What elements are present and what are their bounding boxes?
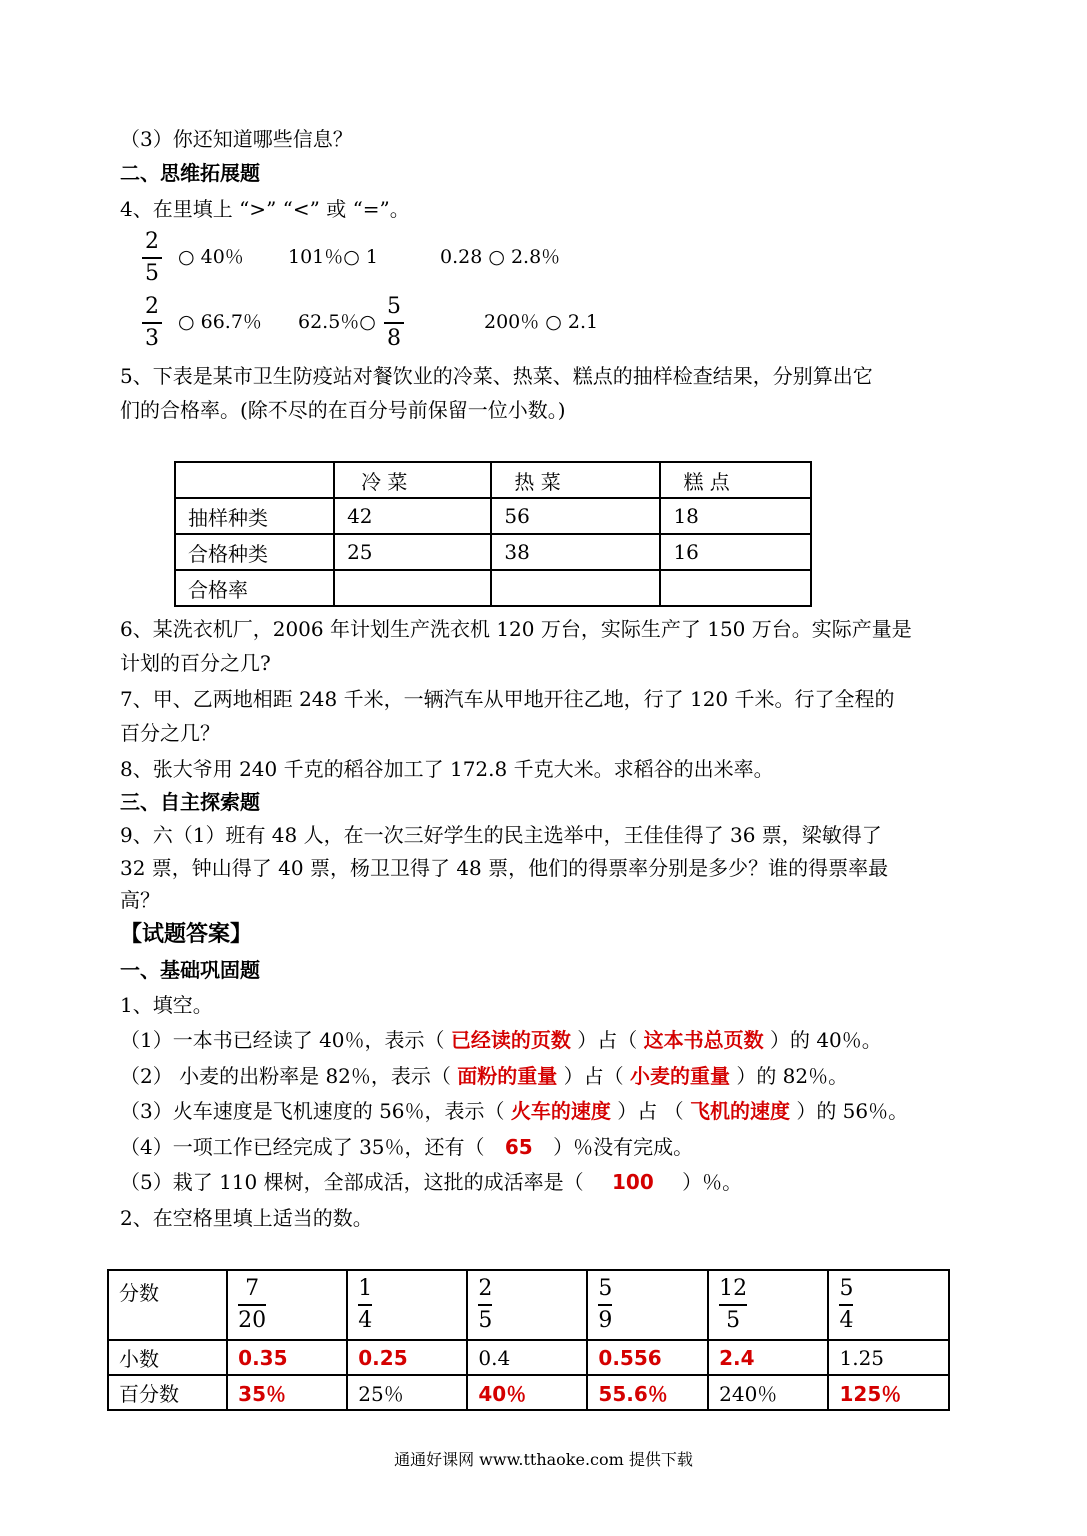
answer-5-post: ）％。 xyxy=(682,1170,743,1194)
table-cell: 16 xyxy=(660,534,811,570)
answer-4-post: ）％没有完成。 xyxy=(553,1135,694,1159)
question-3-line: （3）你还知道哪些信息？ xyxy=(120,127,353,151)
table-cell xyxy=(660,570,811,606)
table-cell: 25 xyxy=(334,534,491,570)
answer-1-post: ）的 40％。 xyxy=(769,1028,882,1052)
compare-row2-item1: ○ 66.7％ xyxy=(178,311,262,333)
table-cell: 合格种类 xyxy=(175,534,334,570)
answer-1-pre: （1）一本书已经读了 40％，表示（ xyxy=(120,1028,445,1052)
question-5-line1: 5、下表是某市卫生防疫站对餐饮业的冷菜、热菜、糕点的抽样检查结果，分别算出它 xyxy=(120,364,873,388)
table-cell: 合格率 xyxy=(175,570,334,606)
answer-2-post: ）的 82％。 xyxy=(736,1064,849,1088)
question-5-line2: 们的合格率。(除不尽的在百分号前保留一位小数。) xyxy=(120,398,566,422)
question-7-line1: 7、甲、乙两地相距 248 千米，一辆汽车从甲地开往乙地，行了 120 千米。行了全程的 xyxy=(120,687,895,711)
page-footer: 通通好课网 www.tthaoke.com 提供下载 xyxy=(394,1450,693,1469)
percent-cell: 240％ xyxy=(708,1375,828,1410)
answer-2-line xyxy=(120,1064,848,1088)
answer-1-line xyxy=(120,1028,882,1052)
table-row xyxy=(175,498,811,534)
answer-4-fill: 65 xyxy=(504,1135,533,1159)
answer-4-line xyxy=(120,1135,693,1159)
fraction-cell: $\frac{2}{5}$ xyxy=(467,1270,587,1340)
answer-2-fill-1: 面粉的重量 xyxy=(457,1064,558,1088)
answers-subtitle: 一、基础巩固题 xyxy=(120,958,260,982)
question-7-line2: 百分之几？ xyxy=(120,721,220,745)
table-header-cell xyxy=(175,462,334,498)
row-label: 分数 xyxy=(108,1270,227,1340)
table-row xyxy=(108,1270,949,1340)
answer-1-mid: ）占（ xyxy=(577,1028,638,1052)
percent-cell: 40％ xyxy=(467,1375,587,1410)
answer-5-line xyxy=(120,1170,742,1194)
answer-2-mid: ）占（ xyxy=(563,1064,624,1088)
compare-row1-item2: 101％○ 1 xyxy=(288,246,378,268)
table-row xyxy=(175,534,811,570)
answer-5-fill: 100 xyxy=(611,1170,654,1194)
fraction-2-3: 2 3 xyxy=(142,294,162,352)
table-cell: 38 xyxy=(491,534,660,570)
table-row xyxy=(108,1375,949,1410)
table-header-cell: 冷 菜 xyxy=(334,462,491,498)
table-cell: 抽样种类 xyxy=(175,498,334,534)
question-9-line2: 32 票，钟山得了 40 票，杨卫卫得了 48 票，他们的得票率分别是多少？谁的得票率最 xyxy=(120,856,889,880)
question-6-line1: 6、某洗衣机厂，2006 年计划生产洗衣机 120 万台，实际生产了 150 万台。实际产量是 xyxy=(120,617,912,641)
answer-3-pre: （3）火车速度是飞机速度的 56％，表示（ xyxy=(120,1099,505,1123)
answer-1-fill-1: 已经读的页数 xyxy=(450,1028,571,1052)
table-cell xyxy=(491,570,660,606)
table-header-cell: 糕 点 xyxy=(660,462,811,498)
question-8-line: 8、张大爷用 240 千克的稻谷加工了 172.8 千克大米。求稻谷的出米率。 xyxy=(120,757,774,781)
decimal-cell: 0.35 xyxy=(227,1340,347,1375)
answer-5-pre: （5）栽了 110 棵树，全部成活，这批的成活率是（ xyxy=(120,1170,584,1194)
decimal-cell: 0.25 xyxy=(347,1340,467,1375)
table-row xyxy=(108,1340,949,1375)
fraction-cell: $\frac{5}{4}$ xyxy=(828,1270,949,1340)
answer-3-post: ）的 56％。 xyxy=(796,1099,909,1123)
section-2-title: 二、思维拓展题 xyxy=(120,161,260,185)
fraction-cell: $\frac{5}{9}$ xyxy=(587,1270,708,1340)
decimal-cell: 0.556 xyxy=(587,1340,708,1375)
percent-cell: 35％ xyxy=(227,1375,347,1410)
table-row xyxy=(175,570,811,606)
compare-row1-item3: 0.28 ○ 2.8％ xyxy=(440,246,561,268)
table-cell xyxy=(334,570,491,606)
answer-2-fill-2: 小麦的重量 xyxy=(629,1064,730,1088)
answer-3-fill-2: 飞机的速度 xyxy=(689,1099,790,1123)
answer-2-pre: （2） 小麦的出粉率是 82％，表示（ xyxy=(120,1064,451,1088)
question-9-line1: 9、六（1）班有 48 人，在一次三好学生的民主选举中，王佳佳得了 36 票，梁敏得了 xyxy=(120,823,882,847)
answer-3-mid: ）占 （ xyxy=(617,1099,684,1123)
percent-cell: 125％ xyxy=(828,1375,949,1410)
answer-4-pre: （4）一项工作已经完成了 35％，还有（ xyxy=(120,1135,485,1159)
section-3-title: 三、自主探索题 xyxy=(120,790,260,814)
answer-3-line xyxy=(120,1099,908,1123)
compare-row2-item3: 200％ ○ 2.1 xyxy=(484,311,599,333)
fraction-cell: $\frac{7}{20}$ xyxy=(227,1270,347,1340)
question-6-line2: 计划的百分之几? xyxy=(120,651,271,675)
decimal-cell: 2.4 xyxy=(708,1340,828,1375)
fraction-cell: $\frac{1}{4}$ xyxy=(347,1270,467,1340)
fraction-5-8: 5 8 xyxy=(384,294,404,352)
compare-row1-item1: ○ 40％ xyxy=(178,246,244,268)
fraction-2-5: 2 5 xyxy=(142,229,162,287)
question-9-line3: 高？ xyxy=(120,888,160,912)
row-label: 百分数 xyxy=(108,1375,227,1410)
decimal-cell: 0.4 xyxy=(467,1340,587,1375)
fraction-conversion-table xyxy=(107,1269,950,1411)
table-cell: 18 xyxy=(660,498,811,534)
question-4-intro: 4、在里填上 “>” “<” 或 “=”。 xyxy=(120,197,410,221)
table-cell: 42 xyxy=(334,498,491,534)
row-label: 小数 xyxy=(108,1340,227,1375)
fraction-cell: $\frac{12}{5}$ xyxy=(708,1270,828,1340)
table-cell: 56 xyxy=(491,498,660,534)
answer-q1-intro: 1、填空。 xyxy=(120,993,213,1017)
compare-row2-item2: 62.5％○ xyxy=(298,311,376,333)
answer-1-fill-2: 这本书总页数 xyxy=(643,1028,764,1052)
percent-cell: 25％ xyxy=(347,1375,467,1410)
decimal-cell: 1.25 xyxy=(828,1340,949,1375)
answer-3-fill-1: 火车的速度 xyxy=(510,1099,611,1123)
answers-title: 【试题答案】 xyxy=(120,922,253,947)
inspection-table xyxy=(174,461,812,607)
table-header-cell: 热 菜 xyxy=(491,462,660,498)
percent-cell: 55.6％ xyxy=(587,1375,708,1410)
answer-q2-intro: 2、在空格里填上适当的数。 xyxy=(120,1206,373,1230)
